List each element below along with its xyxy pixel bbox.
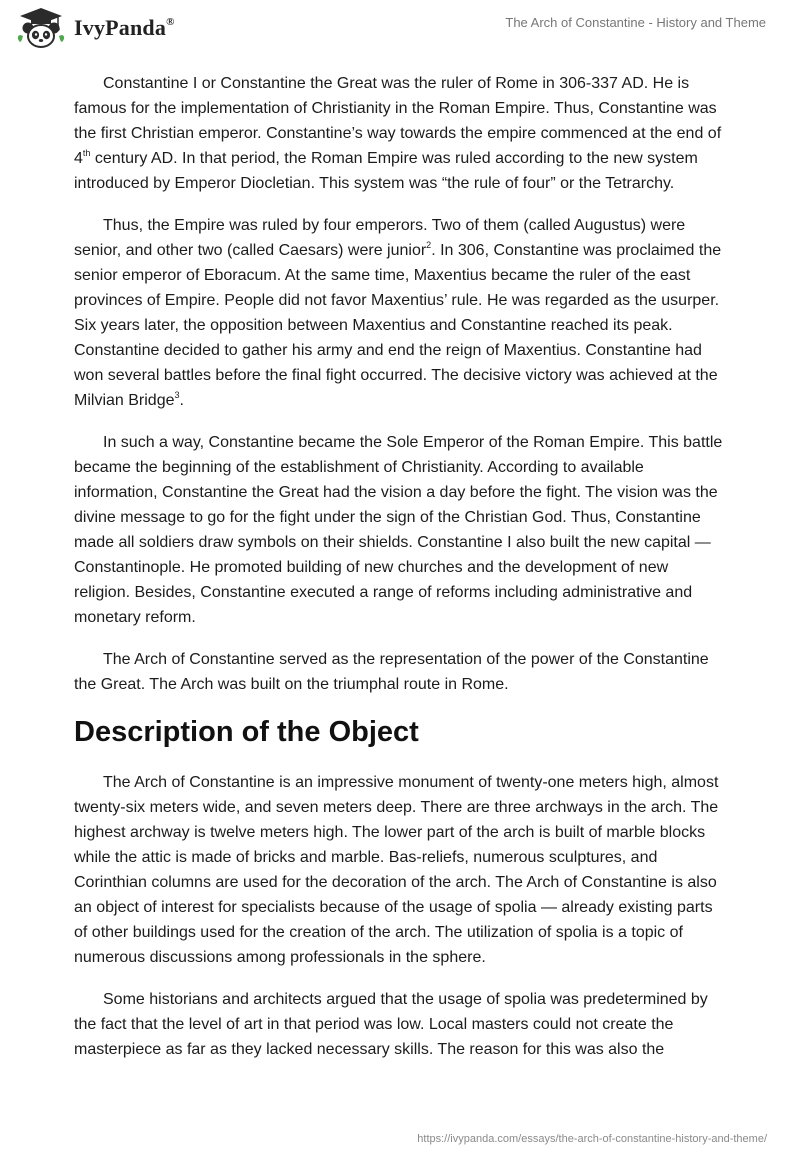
ivypanda-logo[interactable] (14, 6, 175, 50)
paragraph-2-text-b: . In 306, Constantine was proclaimed the senior emperor of Eboracum. At the same time, Maxentius became the ruler of the east provinces of Empire. People did not favor Maxentius’ rule. He was regarded as the usurper. Six years later, the opposition between Maxentius and Constantine reached its peak. Constantine decided to gather his army and end the reign of Maxentius. Constantine had won several battles before the final fight occurred. The decisive victory was achieved at the Milvian Bridge (74, 242, 722, 409)
panda-graduate-icon (14, 6, 68, 50)
logo-name: IvyPanda (74, 15, 167, 40)
section-heading: Description of the Object (74, 716, 419, 748)
paragraph-3: In such a way, Constantine became the Sole Emperor of the Roman Empire. This battle became the beginning of the establishment of Christianity. According to available information, Constantine the Great had the vision a day before the fight. The vision was the divine message to go for the fight under the sign of the Christian God. Thus, Constantine made all soldiers draw symbols on their shields. Constantine I also built the new capital — Constantinople. He promoted building of new churches and the development of new religion. Besides, Constantine executed a range of reforms including administrative and monetary reform. (74, 434, 723, 626)
paragraph-4: The Arch of Constantine served as the representation of the power of the Constantine the Great. The Arch was built on the triumphal route in Rome. (74, 651, 709, 693)
footnote-ref-2[interactable]: 2 (426, 239, 432, 250)
paragraph-1-text-a: Constantine I or Constantine the Great was the ruler of Rome in 306-337 AD. He is famous for the implementation of Christianity in the Roman Empire. Thus, Constantine was the first Christian emperor. Constantine’s way towards the empire commenced at the end of 4 (74, 75, 722, 167)
footnote-ref-3[interactable]: 3 (174, 389, 180, 400)
paragraph-2-text-a: Thus, the Empire was ruled by four emperors. Two of them (called Augustus) were senior, and other two (called Caesars) were junior (74, 217, 686, 259)
registered-mark: ® (166, 15, 175, 28)
paragraph-6: Some historians and architects argued that the usage of spolia was predetermined by the fact that the level of art in that period was low. Local masters could not create the masterpiece as far as they lacked necessary skills. The reason for this was also the (74, 991, 708, 1058)
paragraph-1-text-b: century AD. In that period, the Roman Empire was ruled according to the new system introduced by Emperor Diocletian. This system was “the rule of four” or the Tetrarchy. (74, 150, 698, 192)
paragraph-5: The Arch of Constantine is an impressive monument of twenty-one meters high, almost twenty-six meters wide, and seven meters deep. There are three archways in the arch. The highest archway is twelve meters high. The lower part of the arch is built of marble blocks while the attic is made of bricks and marble. Bas-reliefs, numerous sculptures, and Corinthian columns are used for the decoration of the arch. The Arch of Constantine is also an object of interest for specialists because of the usage of spolia — already existing parts of other buildings used for the creation of the arch. The utilization of spolia is a topic of numerous discussions among professionals in the sphere. (74, 774, 719, 966)
logo-text (74, 15, 175, 41)
paragraph-2 (74, 213, 724, 413)
page-header (0, 0, 800, 60)
paragraph-2-text-c: . (179, 392, 184, 409)
ordinal-superscript: th (82, 147, 91, 158)
source-url[interactable]: https://ivypanda.com/essays/the-arch-of-constantine-history-and-theme/ (417, 1133, 767, 1145)
essay-body (74, 71, 724, 1079)
document-title: The Arch of Constantine - History and Theme (505, 15, 766, 30)
paragraph-1 (74, 71, 724, 196)
